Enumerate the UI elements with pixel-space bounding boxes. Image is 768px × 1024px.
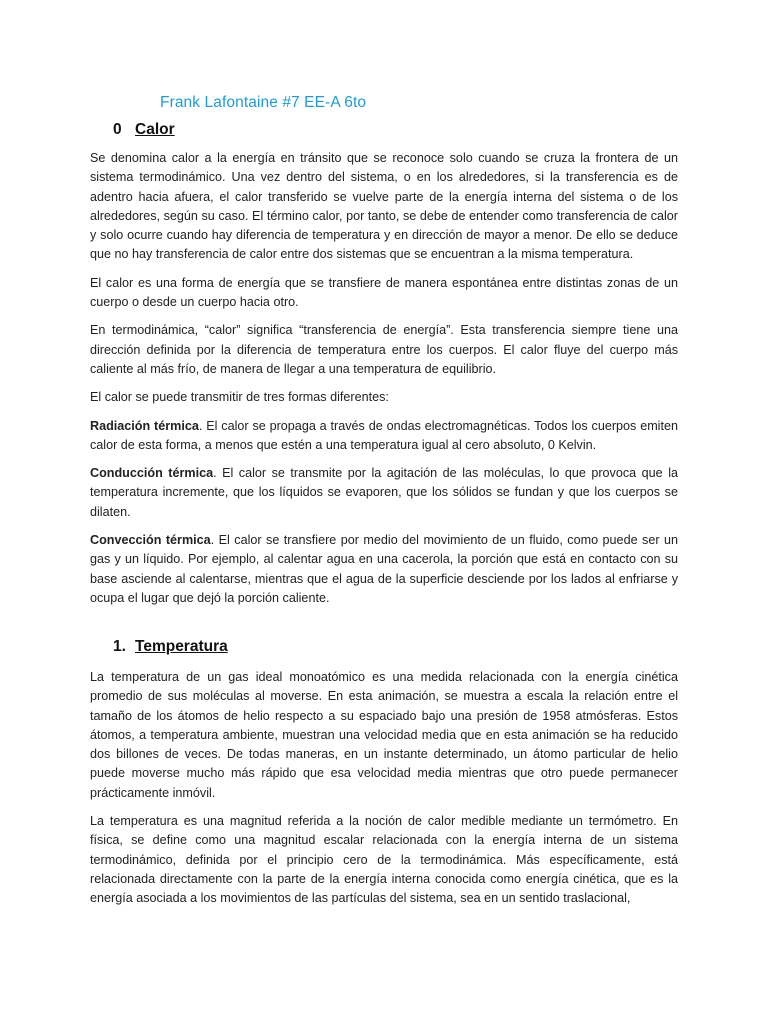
paragraph: La temperatura es una magnitud referida a la noción de calor medible mediante un termómetro. En física, se define como una magnitud escalar relacionada con la energía interna de un sistema termodinámico, definida por el principio cero de la termodinámica. Más específicamente, está relacionada directamente con la parte de la energía interna conocida como energía cinética, que es la energía asociada a los movimientos de las partículas del sistema, sea en un sentido traslacional,	[90, 814, 678, 906]
section-heading-calor	[113, 121, 175, 139]
form-text: . El calor se transfiere por medio del movimiento de un fluido, como puede ser un gas y un líquido. Por ejemplo, al calentar agua en una cacerola, la porción que está en contacto con su base asciende al calentarse, mientras que el agua de la superficie desciende por los lados al enfriarse y ocupa el lugar que dejó la porción caliente.	[90, 533, 678, 605]
section-number: 1.	[113, 638, 126, 655]
paragraph: En termodinámica, “calor” significa “transferencia de energía”. Esta transferencia siempre tiene una dirección definida por la diferencia de temperatura entre los cuerpos. El calor fluye del cuerpo más caliente al más frío, de manera de llegar a una temperatura de equilibrio.	[90, 323, 678, 376]
form-term: Radiación térmica	[90, 418, 199, 433]
paragraph: Se denomina calor a la energía en tránsito que se reconoce solo cuando se cruza la frontera de un sistema termodinámico. Una vez dentro del sistema, o en los alrededores, si la transferencia es de adentro hacia afuera, el calor transferido se vuelve parte de la energía interna del sistema o de los alrededores, según su caso. El término calor, por tanto, se debe de entender como transferencia de calor y solo ocurre cuando hay diferencia de temperatura y en dirección de mayor a menor. De ello se deduce que no hay transferencia de calor entre dos sistemas que se encuentran a la misma temperatura.	[90, 151, 678, 262]
form-term: Conducción térmica	[90, 466, 214, 481]
heat-form-conduction	[90, 464, 678, 522]
form-text: . El calor se propaga a través de ondas electromagnéticas. Todos los cuerpos emiten calor de esta forma, a menos que estén a una temperatura igual al cero absoluto, 0 Kelvin.	[90, 418, 678, 452]
form-text: . El calor se transmite por la agitación de las moléculas, lo que provoca que la temperatura incremente, que los líquidos se evaporen, que los sólidos se fundan y que los cuerpos se dilaten.	[90, 466, 679, 519]
section-body-calor	[90, 149, 678, 617]
paragraph: La temperatura de un gas ideal monoatómico es una medida relacionada con la energía cinética promedio de sus moléculas al moverse. En esta animación, se muestra a escala la relación entre el tamaño de los átomos de helio respecto a su espaciado bajo una presión de 1958 atmósferas. Estos átomos, a temperatura ambiente, muestran una velocidad media que en esta animación se ha reducido dos billones de veces. De todas maneras, en un instante determinado, un átomo particular de helio puede moverse mucho más rápido que esa velocidad media mientras que otro puede permanecer prácticamente inmóvil.	[90, 670, 678, 800]
section-title: Temperatura	[135, 638, 228, 655]
section-body-temperatura	[90, 668, 678, 918]
author-line: Frank Lafontaine #7 EE-A 6to	[160, 94, 367, 111]
paragraph: El calor es una forma de energía que se transfiere de manera espontánea entre distintas zonas de un cuerpo o desde un cuerpo hacia otro.	[90, 275, 678, 310]
section-number: 0	[113, 121, 122, 138]
heat-form-radiation	[90, 417, 678, 456]
section-title: Calor	[135, 121, 175, 138]
heat-form-convection	[90, 531, 678, 608]
form-term: Convección térmica	[90, 533, 211, 548]
paragraph: El calor se puede transmitir de tres formas diferentes:	[90, 390, 389, 405]
section-heading-temperatura	[113, 638, 228, 656]
